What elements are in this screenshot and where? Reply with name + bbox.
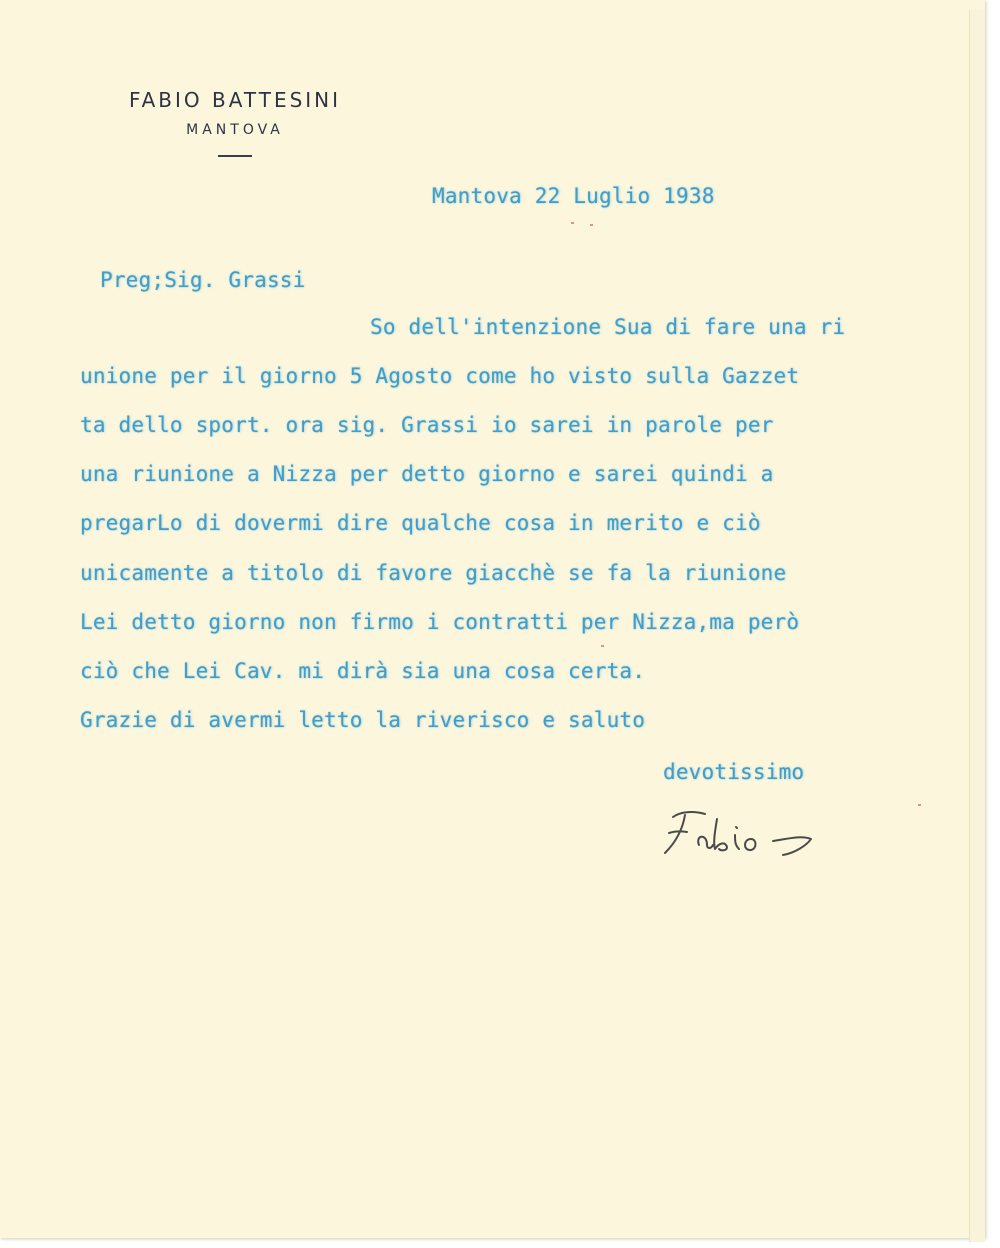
ink-speck [601,645,604,647]
ink-speck [918,804,921,806]
letter-date: Mantova 22 Luglio 1938 [432,184,715,208]
letterhead-city: MANTOVA [186,122,284,138]
body-line-3: ta dello sport. ora sig. Grassi io sarei in parole per [80,413,774,437]
letterhead-divider [218,155,252,157]
handwritten-signature [655,805,825,865]
letterhead [90,88,380,157]
ink-speck [590,224,593,226]
letter-salutation: Preg;Sig. Grassi [100,268,306,292]
paper-edge [969,10,985,1242]
ink-speck [571,222,574,224]
body-line-5: pregarLo di dovermi dire qualche cosa in merito e ciò [80,511,761,535]
body-line-8: ciò che Lei Cav. mi dirà sia una cosa certa. [80,659,646,683]
body-line-6: unicamente a titolo di favore giacchè se fa la riunione [80,561,787,585]
body-line-7: Lei detto giorno non firmo i contratti per Nizza,ma però [80,610,800,634]
body-line-1: So dell'intenzione Sua di fare una ri [370,315,846,339]
body-line-9: Grazie di avermi letto la riverisco e saluto [80,708,646,732]
body-line-2: unione per il giorno 5 Agosto come ho visto sulla Gazzet [80,364,800,388]
body-line-4: una riunione a Nizza per detto giorno e sarei quindi a [80,462,774,486]
letter-closing: devotissimo [663,760,805,784]
letterhead-name: FABIO BATTESINI [128,88,342,112]
